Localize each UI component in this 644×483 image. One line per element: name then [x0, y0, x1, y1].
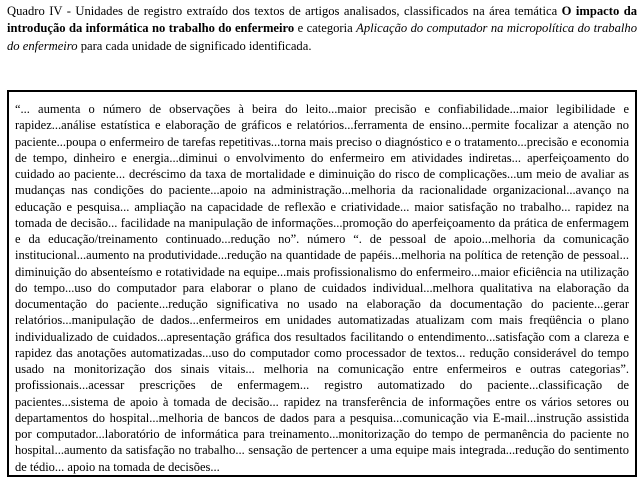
caption-category-italic: Aplicação do computador na micropolítica do trabalho do enfermeiro: [7, 21, 637, 53]
caption-mid: e categoria: [294, 21, 357, 36]
quote-box: [7, 90, 637, 477]
caption-theme-bold: O impacto da introdução da informática no trabalho do enfermeiro: [7, 4, 637, 36]
caption-lead: Quadro IV - Unidades de registro extraído dos textos de artigos analisados, classificados na área temática: [7, 4, 562, 18]
caption-tail: para cada unidade de significado identificada.: [77, 38, 312, 53]
table-caption: [7, 3, 637, 55]
quote-text: “... aumenta o número de observações à beira do leito...maior precisão e confiabilidade...maior legibilidade e rapidez...análise estatística e elaboração de gráficos e relatórios...ferramenta de ensino...permite focalizar a atenção no paciente...poupa o enfermeiro de tarefas repetitivas...torna mais preciso o diagnóstico e o tratamento...precisão e economia de tempo, dinheiro e energia...diminui o envolvimento do enfermeiro em atividades indiretas... aperfeiçoamento do cuidado ao paciente... decréscimo da taxa de mortalidade e diminuição do risco de complicações...um meio de avaliar as mudanças nas condições do paciente...apoio na administração...melhoria da racionalidade organizacional...avanço na educação e pesquisa... ampliação na capacidade de reflexão e criatividade... maior satisfação no trabalho... rapidez na tomada de decisão... facilidade na manipulação de informações...promoção do aperfeiçoamento da prática de enfermagem e da educação/treinamento continuado...redução no”. número “. de pessoal de apoio...melhoria da comunicação institucional...aumento na produtividade...redução na quantidade de papéis...melhoria na política de retenção de pessoal... diminuição do absenteísmo e rotatividade na equipe...mais profissionalismo do enfermeiro...maior eficiência na utilização do tempo...uso do computador para elaborar o plano de cuidados individual...melhora qualitativa na elaboração da documentação do paciente...redução significativa no usado na elaboração da documentação do paciente...gerar relatórios...manipulação de dados...enfermeiros em unidades automatizadas atualizam com mais freqüência o plano individualizado de cuidados...apresentação gráfica dos resultados facilitando o entendimento...satisfação com a clareza e rapidez das anotações automatizadas...uso do computador como processador de textos... redução considerável do tempo usado na monitorização dos sinais vitais... melhoria na comunicação entre enfermeiros e outras categorias”. profissionais...acessar prescrições de enfermagem... registro automatizado do paciente...classificação de pacientes...sistema de apoio à tomada de decisão... rapidez na transferência de informações entre os vários setores ou departamentos do hospital...melhoria de bancos de dados para a pesquisa...comunicação via E-mail...instrução assistida por computador...laboratório de informática para treinamento...monitorização do tempo de permanência do paciente no hospital...aumento da satisfação no trabalho... sensação de pertencer a uma equipe mais integrada...redução do sentimento de tédio... apoio na tomada de decisões...: [15, 102, 629, 474]
